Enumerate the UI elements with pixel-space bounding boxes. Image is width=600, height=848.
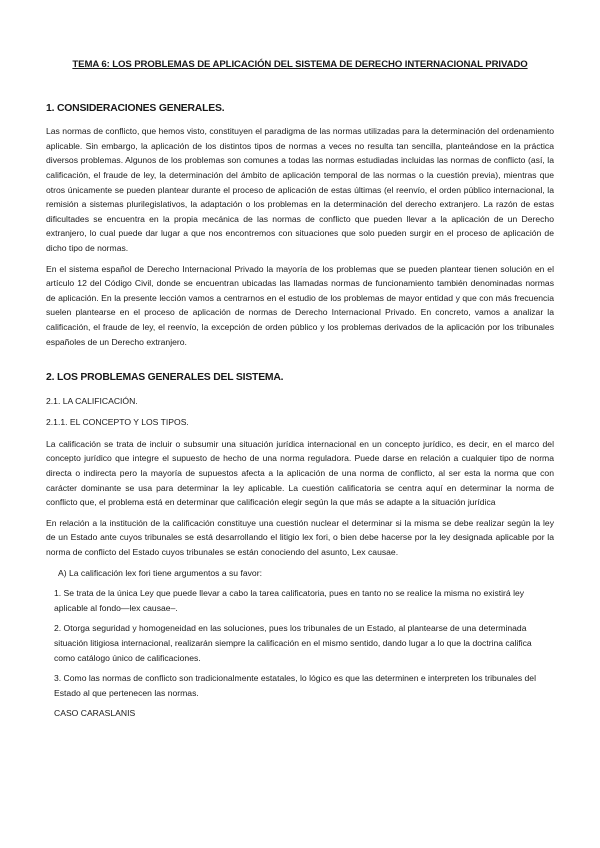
section-2-paragraph-1: La calificación se trata de incluir o subsumir una situación jurídica internacional en un concepto jurídico, es decir, en el marco del concepto jurídico que integre el supuesto de hecho de una norma reguladora. Puede darse en relación a cualquier tipo de norma directa o indirecta pero la mayoría de supuestos afecta a la aplicación de una norma de conflicto, al ser esta la norma que con carácter dominante se usa para determinar la ley aplicable. La cuestión calificatoria se centra aquí en determinar la norma de conflicto que, el problema está en determinar que calificación elegir según la que más se adapte a la situación jurídica <box>46 438 554 508</box>
section-2-paragraph-2: En relación a la institución de la calificación constituye una cuestión nuclear el determinar si la misma se debe realizar según la ley de un Estado ante cuyos tribunales se está desarrollando el litigio lex fori, o bien debe hacerse por la ley designada aplicable por la norma de conflicto del Estado cuyos tribunales se están conociendo del asunto, Lex causae. <box>46 517 554 558</box>
section-2-heading: 2. LOS PROBLEMAS GENERALES DEL SISTEMA. <box>46 372 284 384</box>
list-item-3: 3. Como las normas de conflicto son tradicionalmente estatales, lo lógico es que las determinen e interpreten los tribunales del Estado al que pertenecen las normas. <box>54 673 536 698</box>
case-label: CASO CARASLANIS <box>54 708 136 719</box>
subsection-2-1-heading: 2.1. LA CALIFICACIÓN. <box>46 395 138 406</box>
section-1-paragraph-2: En el sistema español de Derecho Internacional Privado la mayoría de los problemas que se pueden plantear tienen solución en el artículo 12 del Código Civil, donde se encuentran ubicadas las llamadas normas de funcionamiento también denominadas normas de aplicación. En la presente lección vamos a centrarnos en el estudio de los problemas de mayor entidad y que con más frecuencia suelen plantearse en el proceso de aplicación de normas de Derecho Internacional Privado. En concreto, vamos a analizar la calificación, el fraude de ley, el reenvío, la excepción de orden público y los problemas derivados de la aplicación por los tribunales españoles de un Derecho extranjero. <box>46 263 554 347</box>
document-title: TEMA 6: LOS PROBLEMAS DE APLICACIÓN DEL SISTEMA DE DERECHO INTERNACIONAL PRIVADO <box>72 59 528 70</box>
list-item-2: 2. Otorga seguridad y homogeneidad en las soluciones, pues los tribunales de un Estado, al plantearse de una determinada situación litigiosa internacional, realizarán siempre la calificación en el mismo sentido, dando lugar a lo que la doctrina califica como catálogo único de calificaciones. <box>54 623 532 663</box>
section-1-heading: 1. CONSIDERACIONES GENERALES. <box>46 102 225 114</box>
list-item-1: 1. Se trata de la única Ley que puede llevar a cabo la tarea calificatoria, pues en tanto no se realice la misma no existirá ley aplicable al fondo—lex causae–. <box>54 588 525 613</box>
subsection-2-1-1-heading: 2.1.1. EL CONCEPTO Y LOS TIPOS. <box>46 417 189 428</box>
list-heading-a: A) La calificación lex fori tiene argumentos a su favor: <box>58 567 262 578</box>
section-1-paragraph-1: Las normas de conflicto, que hemos visto, constituyen el paradigma de las normas utilizadas para la determinación del ordenamiento aplicable. Sin embargo, la aplicación de los distintos tipos de normas a veces no resulta tan sencilla, planteándose en la práctica diversos problemas. Algunos de los problemas son comunes a todas las normas estudiadas incluidas las normas de conflicto (así, la calificación, el fraude de ley, la determinación del ámbito de aplicación temporal de las normas o la cuestión previa), mientras que otros únicamente se pueden plantear durante el proceso de aplicación de estas últimas (el reenvío, el orden público internacional, la remisión a sistemas plurilegislativos, la adaptación o los problemas en la determinación del derecho extranjero. La razón de estas dificultades se encuentra en la propia mecánica de las normas de conflicto que pueden llevar a la aplicación de un Derecho extranjero, lo cual puede dar lugar a que nos encontremos con situaciones que solo pueden surgir en el proceso de aplicación de dicho tipo de normas. <box>46 126 554 253</box>
